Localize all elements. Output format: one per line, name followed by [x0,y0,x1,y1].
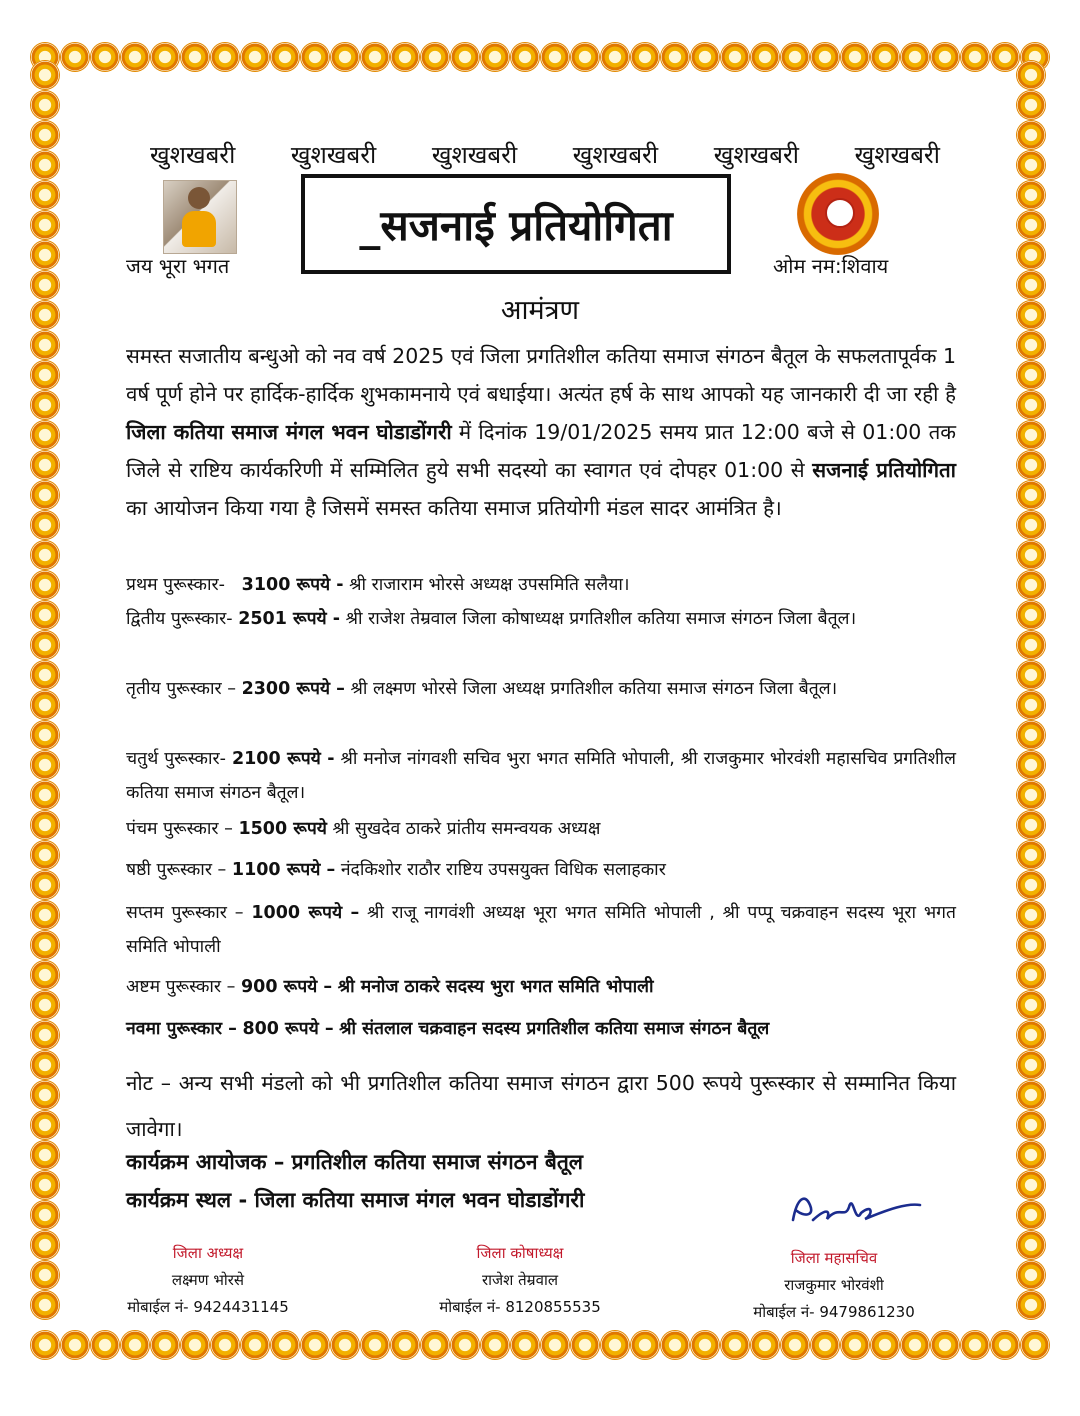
right-caption: ओम नम:शिवाय [773,254,889,278]
good-news-label: खुशखबरी [290,141,377,169]
sun-border-icon [30,600,60,630]
prize-amount: 2501 रूपये - [238,609,341,629]
sun-border-icon [1016,1230,1046,1260]
sun-border-icon [30,840,60,870]
signatory-title: जिला अध्यक्ष [172,1244,244,1262]
prize-label: तृतीय पुरूस्कार – [126,679,236,699]
sun-border-icon [270,1330,300,1360]
top-sun-border [30,42,1050,76]
sun-border-icon [60,42,90,72]
sun-border-icon [30,1260,60,1290]
prize-label: अष्टम पुरूस्कार – [126,977,236,997]
bottom-sun-border [30,1330,1050,1364]
signatory-name: राजकुमार भोरवंशी [784,1276,884,1294]
sun-border-icon [1016,90,1046,120]
sun-border-icon [30,1290,60,1320]
sun-border-icon [750,42,780,72]
paragraph-text-1: समस्त सजातीय बन्धुओ को नव वर्ष 2025 एवं जिला प्रगतिशील कतिया समाज संगठन बैतूल के सफलतापूर्वक 1 वर्ष पूर्ण होने पर हार्दिक-हार्दिक शुभकामनाये एवं बधाईया। अत्यंत हर्ष के साथ आपको यह जानकारी दी जा रही है [126,344,957,406]
sun-border-icon [30,60,60,90]
prize-item [126,568,956,602]
prize-label: चतुर्थ पुरूस्कार- [126,749,226,769]
bhura-bhagat-image [163,180,237,254]
sun-border-icon [30,150,60,180]
sun-border-icon [1016,930,1046,960]
sun-border-icon [30,450,60,480]
sun-border-icon [150,42,180,72]
sun-border-icon [840,1330,870,1360]
sun-border-icon [30,180,60,210]
organizer-line: कार्यक्रम आयोजक – प्रगतिशील कतिया समाज संगठन बैतूल [126,1150,584,1174]
sun-border-icon [300,1330,330,1360]
sun-border-icon [1016,510,1046,540]
sun-border-icon [1016,870,1046,900]
sun-border-icon [570,42,600,72]
sun-border-icon [30,720,60,750]
sun-border-icon [30,630,60,660]
prize-label: पंचम पुरूस्कार – [126,819,233,839]
sun-border-icon [30,780,60,810]
sun-border-icon [240,42,270,72]
good-news-label: खुशखबरी [431,141,518,169]
sun-border-icon [30,330,60,360]
invitation-paragraph [126,337,956,527]
sun-border-icon [330,42,360,72]
sun-border-icon [720,42,750,72]
sun-border-icon [360,1330,390,1360]
sun-border-icon [1016,420,1046,450]
signatory-title: जिला कोषाध्यक्ष [476,1244,564,1262]
sun-border-icon [420,42,450,72]
sun-border-icon [750,1330,780,1360]
sun-border-icon [810,1330,840,1360]
prize-detail: श्री मनोज ठाकरे सदस्य भुरा भगत समिति भोपाली [337,977,654,997]
sun-border-icon [1016,1020,1046,1050]
sun-border-icon [1016,1110,1046,1140]
sun-border-icon [1016,450,1046,480]
sun-border-icon [630,1330,660,1360]
right-sun-border [1016,60,1050,1320]
sun-border-icon [1016,360,1046,390]
good-news-strip [150,138,940,171]
sun-border-icon [1016,1050,1046,1080]
sun-border-icon [30,1140,60,1170]
prize-amount: 900 रूपये – [240,977,333,997]
prize-amount: 3100 रूपये - [241,575,344,595]
sun-border-icon [30,1330,60,1360]
sun-border-icon [30,1200,60,1230]
prize-item [126,1012,956,1046]
prize-label: सप्तम पुरूस्कार – [126,903,244,923]
sun-border-icon [30,750,60,780]
signatory-name: लक्ष्मण भोरसे [171,1271,245,1289]
sun-border-icon [30,810,60,840]
sun-border-icon [810,42,840,72]
prize-item [126,672,956,706]
sun-border-icon [1016,330,1046,360]
sun-border-icon [30,930,60,960]
sun-border-icon [450,1330,480,1360]
signatory-mobile: मोबाईल नं- 9424431145 [127,1298,289,1316]
sun-border-icon [360,42,390,72]
good-news-label: खुशखबरी [713,141,800,169]
sun-border-icon [570,1330,600,1360]
sun-border-icon [1016,630,1046,660]
sun-border-icon [540,1330,570,1360]
sun-border-icon [1016,750,1046,780]
sun-border-icon [660,42,690,72]
good-news-label: खुशखबरी [150,141,236,169]
prize-item [126,970,956,1004]
sun-border-icon [1016,1140,1046,1170]
prize-label: नवमा पुरूस्कार – [126,1019,237,1039]
venue-bold-text: जिला कतिया समाज मंगल भवन घोडाडोंगरी [126,420,452,444]
sun-border-icon [180,42,210,72]
prize-amount: 1000 रूपये – [251,903,360,923]
sun-border-icon [1016,960,1046,990]
sun-border-icon [780,42,810,72]
sun-border-icon [30,540,60,570]
prize-amount: 2100 रूपये - [231,749,335,769]
sun-border-icon [1016,210,1046,240]
sun-border-icon [480,1330,510,1360]
sun-border-icon [1020,1330,1050,1360]
sun-border-icon [30,420,60,450]
page-title: _सजनाई प्रतियोगिता [301,174,731,274]
sun-border-icon [30,900,60,930]
sun-border-icon [420,1330,450,1360]
sun-border-icon [990,1330,1020,1360]
left-sun-border [30,60,64,1320]
sun-border-icon [840,42,870,72]
sun-border-icon [390,1330,420,1360]
prize-amount: 2300 रूपये – [241,679,345,699]
prize-detail: श्री लक्ष्मण भोरसे जिला अध्यक्ष प्रगतिशील कतिया समाज संगठन जिला बैतूल। [350,679,838,699]
sun-border-icon [30,1110,60,1140]
sun-border-icon [1016,480,1046,510]
sun-border-icon [30,1230,60,1260]
sun-border-icon [1016,1200,1046,1230]
sun-border-icon [870,1330,900,1360]
sun-border-icon [30,1020,60,1050]
prize-item [126,602,956,636]
district-treasurer-signatory [425,1240,615,1321]
sun-border-icon [30,870,60,900]
sun-border-icon [210,42,240,72]
sun-border-icon [1016,900,1046,930]
sun-border-icon [210,1330,240,1360]
sun-border-icon [720,1330,750,1360]
sun-border-icon [300,42,330,72]
sun-border-icon [1016,390,1046,420]
sun-border-icon [540,42,570,72]
sun-border-icon [1016,660,1046,690]
sun-border-icon [510,1330,540,1360]
sun-border-icon [960,42,990,72]
invitation-heading: आमंत्रण [500,295,580,326]
sun-border-icon [30,120,60,150]
sun-border-icon [330,1330,360,1360]
district-general-secretary-signatory [740,1245,928,1326]
sun-border-icon [690,1330,720,1360]
sun-border-icon [930,42,960,72]
good-news-label: खुशखबरी [854,141,940,169]
sun-border-icon [30,1050,60,1080]
sun-border-icon [870,42,900,72]
sun-border-icon [1016,60,1046,90]
sun-border-icon [30,390,60,420]
prize-detail: श्री मनोज नांगवशी सचिव भुरा भगत समिति भोपाली, श्री राजकुमार भोरवंशी महासचिव प्रगतिशील कतिया समाज संगठन बैतूल। [126,749,956,803]
sun-border-icon [1016,1290,1046,1320]
sun-border-icon [1016,810,1046,840]
sun-border-icon [240,1330,270,1360]
signatory-mobile: मोबाईल नं- 8120855535 [439,1298,601,1316]
sun-border-icon [900,1330,930,1360]
sun-border-icon [120,1330,150,1360]
district-president-signatory [117,1240,299,1321]
sun-border-icon [30,660,60,690]
sun-border-icon [30,240,60,270]
sun-border-icon [30,480,60,510]
sun-border-icon [900,42,930,72]
sun-border-icon [1016,840,1046,870]
sun-border-icon [1016,540,1046,570]
sun-border-icon [780,1330,810,1360]
prize-label: द्वितीय पुरूस्कार- [126,609,233,629]
sun-border-icon [150,1330,180,1360]
prize-amount: 1100 रूपये – [231,860,336,880]
sun-border-icon [30,960,60,990]
prize-item [126,742,956,810]
prize-item [126,853,956,887]
prize-item [126,812,956,846]
sun-border-icon [90,1330,120,1360]
good-news-label: खुशखबरी [572,141,659,169]
prize-detail: श्री राजाराम भोरसे अध्यक्ष उपसमिति सलैया। [349,575,630,595]
sun-border-icon [930,1330,960,1360]
sun-border-icon [1016,150,1046,180]
sun-border-icon [450,42,480,72]
event-bold-text: सजनाई प्रतियोगिता [812,458,956,482]
sun-border-icon [180,1330,210,1360]
sun-border-icon [30,210,60,240]
sun-border-icon [1016,180,1046,210]
signatory-mobile: मोबाईल नं- 9479861230 [753,1303,915,1321]
sun-border-icon [600,1330,630,1360]
sun-border-icon [1016,990,1046,1020]
prize-detail: नंदकिशोर राठौर राष्टिय उपसयुक्त विधिक सलाहकार [340,860,666,880]
sun-border-icon [30,1170,60,1200]
sun-border-icon [30,90,60,120]
sun-border-icon [1016,570,1046,600]
venue-line: कार्यक्रम स्थल - जिला कतिया समाज मंगल भवन घोडाडोंगरी [126,1188,585,1212]
sun-border-icon [1016,780,1046,810]
sun-border-icon [390,42,420,72]
sun-border-icon [120,42,150,72]
sun-border-icon [1016,120,1046,150]
sun-border-icon [60,1330,90,1360]
sun-border-icon [30,990,60,1020]
sun-border-icon [270,42,300,72]
signatory-name: राजेश तेम्रवाल [481,1271,559,1289]
paragraph-text-3: का आयोजन किया गया है जिसमें समस्त कतिया समाज प्रतियोगी मंडल सादर आमंत्रित है। [126,496,782,520]
sun-border-icon [1016,720,1046,750]
sun-border-icon [1016,1260,1046,1290]
sun-border-icon [1016,240,1046,270]
left-caption: जय भूरा भगत [126,254,230,278]
sun-border-icon [630,42,660,72]
paragraph-text-2: में दिनांक 19/01/2025 समय प्रात 12:00 बजे से 01:00 तक जिले से राष्टिय कार्यकरिणी में सम्मिलित हुये सभी सदस्यो का स्वागत एवं दोपहर 01:00 से [126,420,956,482]
prize-amount: 1500 रूपये [238,819,327,839]
prize-detail: श्री संतलाल चक्रवाहन सदस्य प्रगतिशील कतिया समाज संगठन बैतूल [339,1019,770,1039]
note-text: नोट – अन्य सभी मंडलो को भी प्रगतिशील कतिया समाज संगठन द्वारा 500 रूपये पुरूस्कार से सम्मानित किया जावेगा। [126,1071,956,1141]
sun-border-icon [1016,1170,1046,1200]
prize-item [126,896,956,964]
sun-border-icon [690,42,720,72]
sun-border-icon [1016,600,1046,630]
sun-border-icon [960,1330,990,1360]
sun-border-icon [30,510,60,540]
prize-detail: श्री राजू नागवंशी अध्यक्ष भूरा भगत समिति भोपाली , श्री पप्पू चक्रवाहन सदस्य भूरा भगत समिति भोपाली [126,903,956,957]
sun-border-icon [30,1080,60,1110]
prize-label: षष्ठी पुरूस्कार – [126,860,227,880]
sun-border-icon [90,42,120,72]
handwritten-signature [785,1185,925,1233]
sun-border-icon [480,42,510,72]
prize-label: प्रथम पुरूस्कार- [126,575,225,595]
prize-amount: 800 रूपये – [242,1019,334,1039]
sun-border-icon [30,690,60,720]
sun-border-icon [30,360,60,390]
prize-detail: श्री राजेश तेम्रवाल जिला कोषाध्यक्ष प्रगतिशील कतिया समाज संगठन जिला बैतूल। [345,609,857,629]
prize-detail: श्री सुखदेव ठाकरे प्रांतीय समन्वयक अध्यक्ष [332,819,601,839]
sun-border-icon [1016,690,1046,720]
logo-center-icon [825,198,855,228]
sun-border-icon [660,1330,690,1360]
sun-border-icon [1016,1080,1046,1110]
sun-border-icon [510,42,540,72]
sun-border-icon [600,42,630,72]
sun-border-icon [30,570,60,600]
signatory-title: जिला महासचिव [790,1249,878,1267]
